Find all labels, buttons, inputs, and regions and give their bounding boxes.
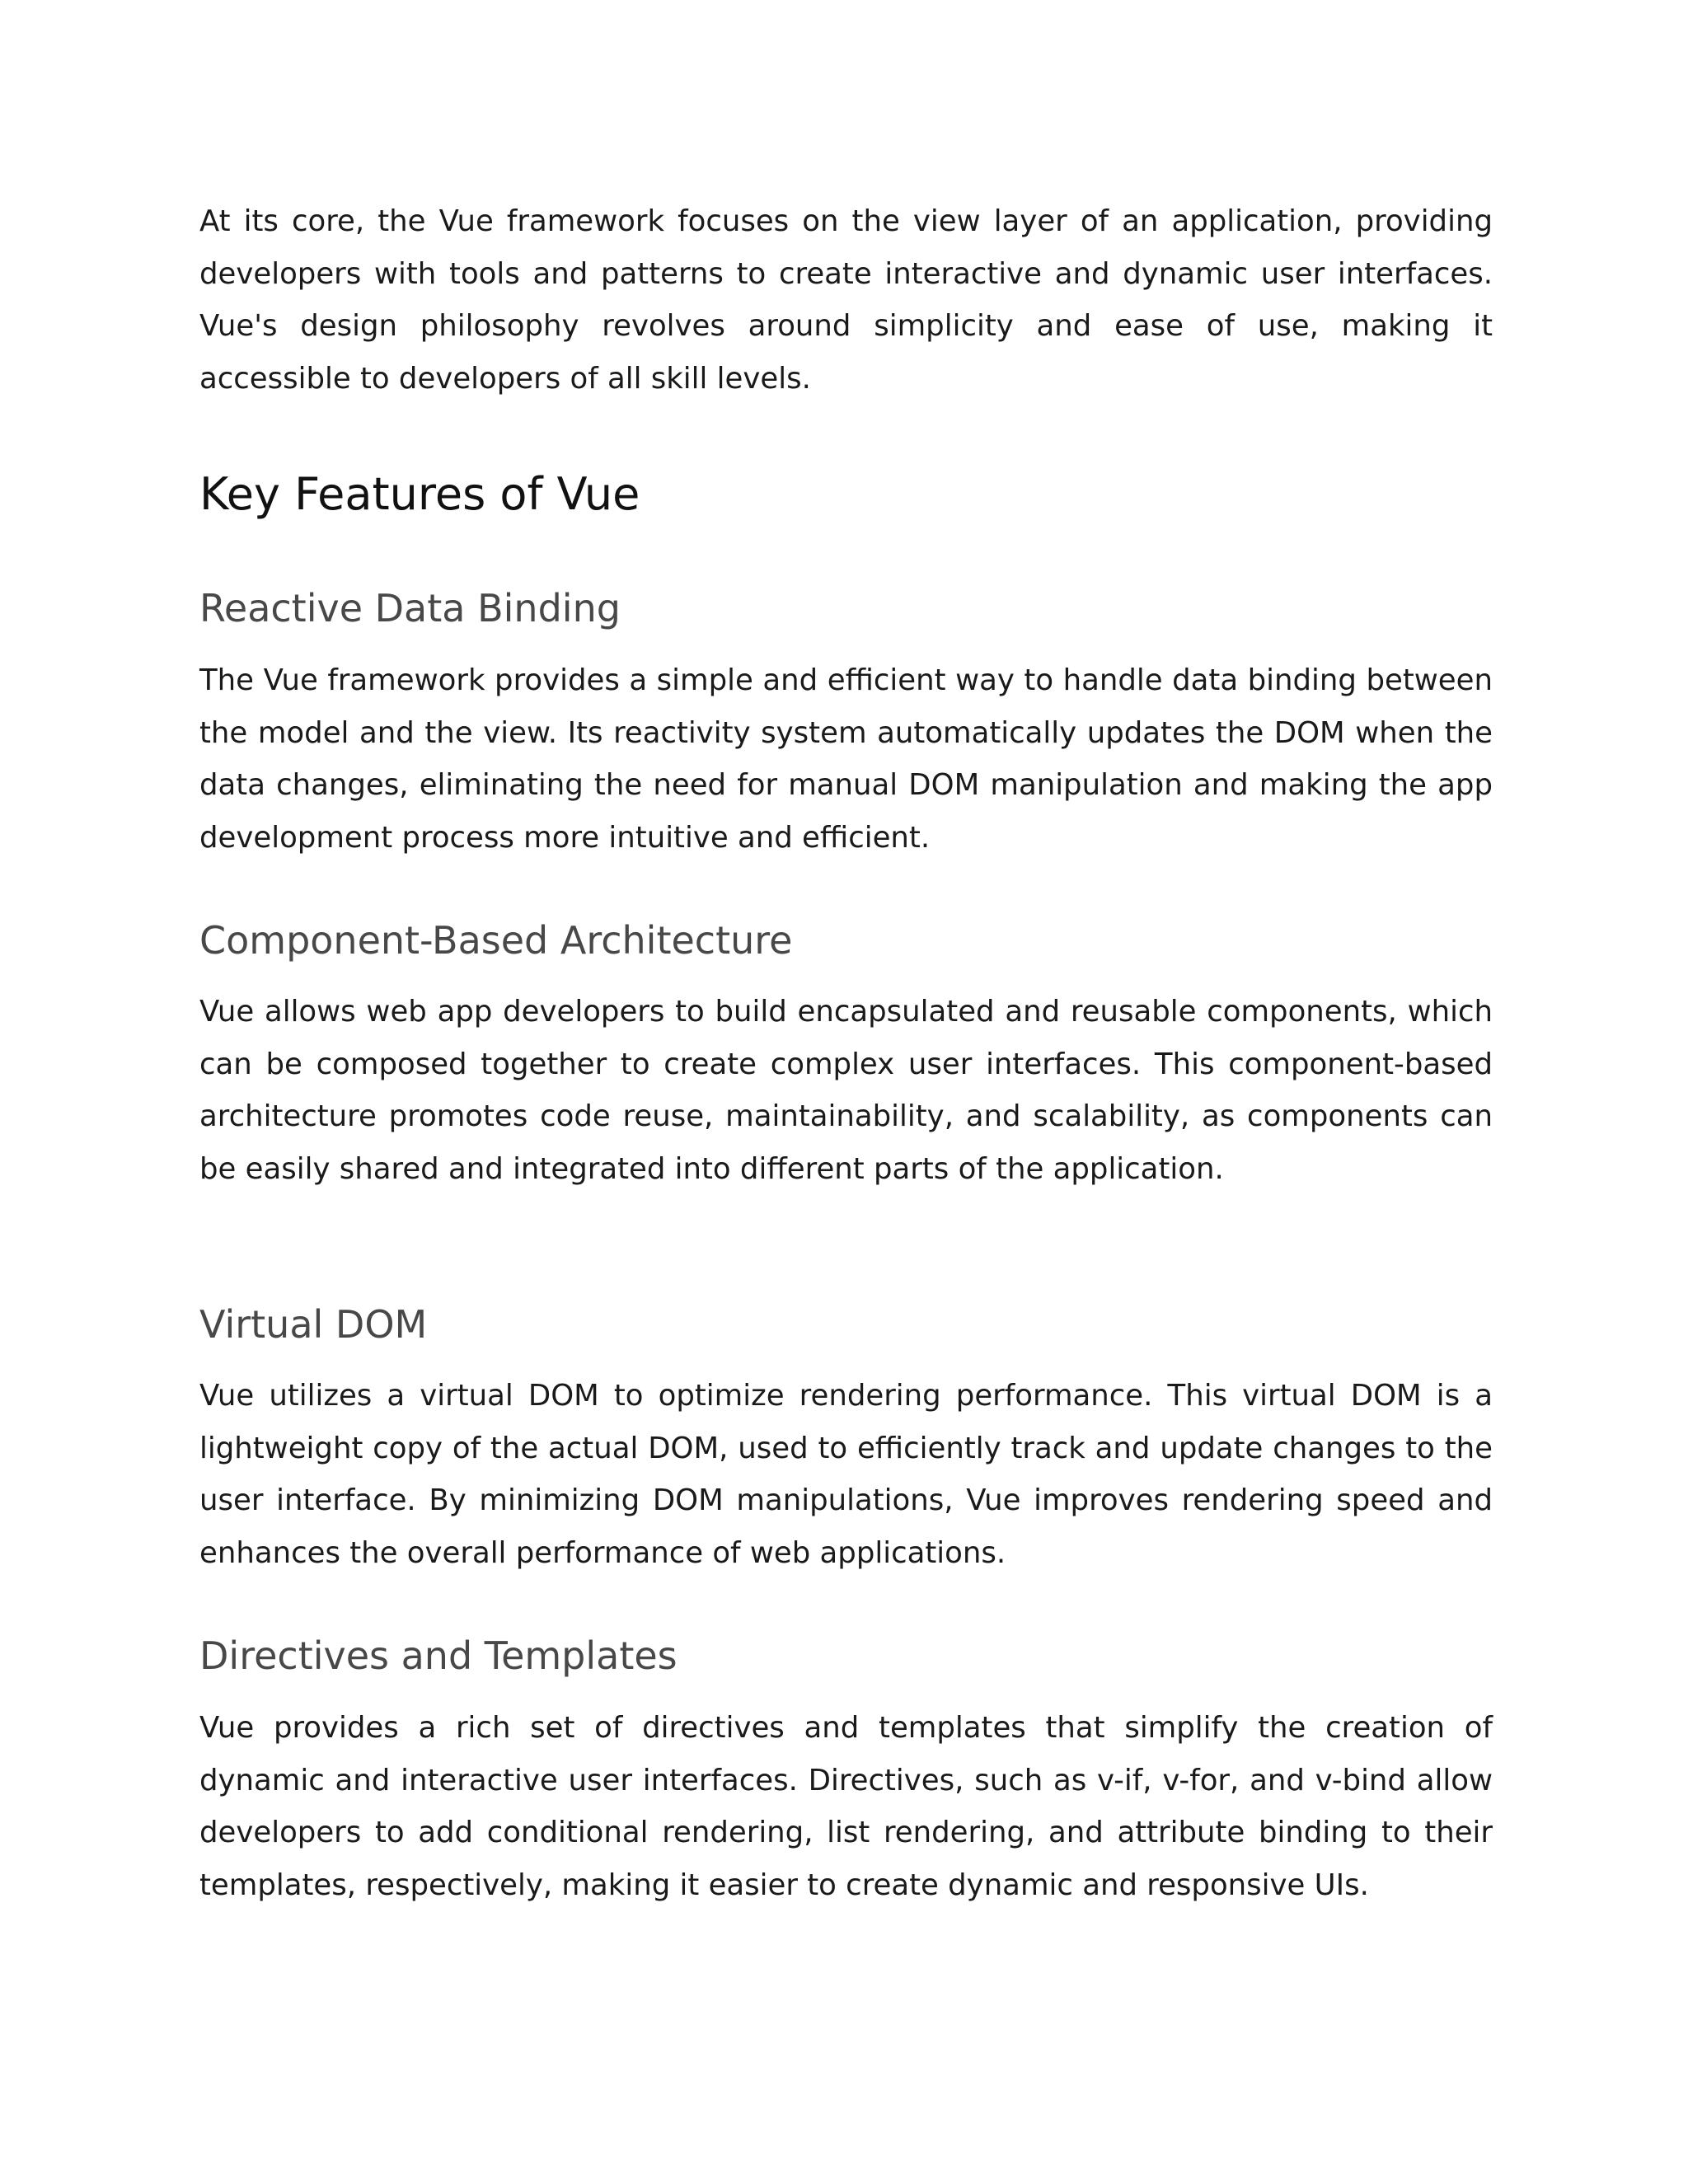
- paragraph-virtual-dom: Vue utilizes a virtual DOM to optimize rendering performance. This virtual DOM is a lightweight copy of the actual DOM, used to efficiently track and update changes to the user interface. By minimizing DOM manipulations, Vue improves rendering speed and enhances the overall performance of web applications.: [199, 1379, 1493, 1570]
- subheading-reactive-data-binding: Reactive Data Binding: [199, 586, 621, 630]
- subheading-component-based-architecture: Component-Based Architecture: [199, 918, 793, 963]
- intro-paragraph: At its core, the Vue framework focuses on the view layer of an application, providing developers with tools and patterns to create interactive and dynamic user interfaces. Vue's design philosophy revolves around simplicity and ease of use, making it accessible to developers of all skill levels.: [199, 204, 1493, 396]
- paragraph-directives-and-templates: Vue provides a rich set of directives and templates that simplify the creation of dynamic and interactive user interfaces. Directives, such as v-if, v-for, and v-bind allow developers to add conditional rendering, list rendering, and attribute binding to their templates, respectively, making it easier to create dynamic and responsive UIs.: [199, 1711, 1493, 1902]
- paragraph-component-based-architecture: Vue allows web app developers to build encapsulated and reusable components, which can be composed together to create complex user interfaces. This component-based architecture promotes code reuse, maintainability, and scalability, as components can be easily shared and integrated into different parts of the application.: [199, 995, 1493, 1186]
- paragraph-reactive-data-binding: The Vue framework provides a simple and efficient way to handle data binding between the model and the view. Its reactivity system automatically updates the DOM when the data changes, eliminating the need for manual DOM manipulation and making the app development process more intuitive and efficient.: [199, 663, 1493, 855]
- section-heading: Key Features of Vue: [199, 468, 640, 520]
- subheading-virtual-dom: Virtual DOM: [199, 1302, 428, 1347]
- subheading-directives-and-templates: Directives and Templates: [199, 1633, 678, 1678]
